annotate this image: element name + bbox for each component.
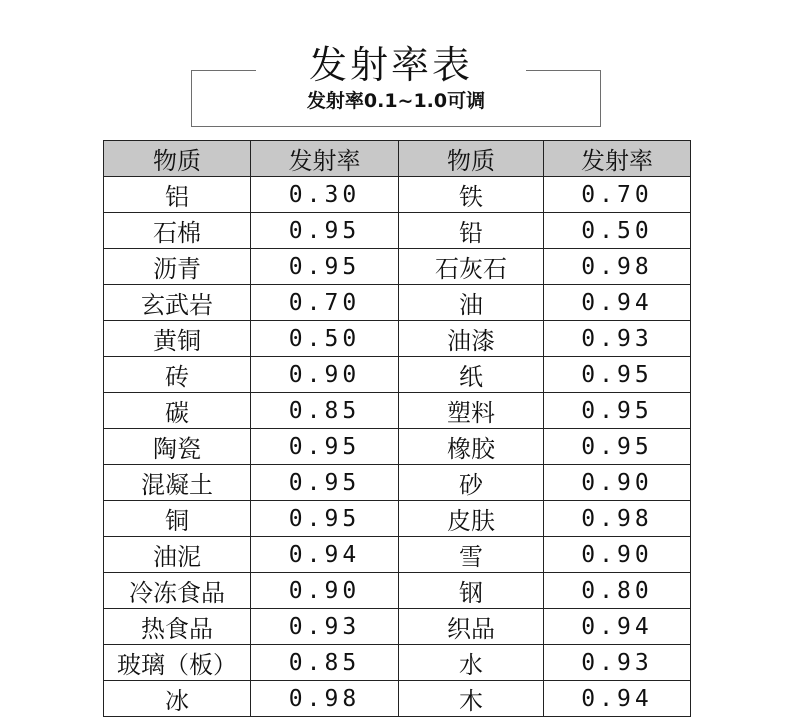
- emissivity-cell: 0.98: [544, 501, 691, 537]
- table-row: [104, 465, 691, 501]
- material-cell: 铝: [104, 177, 251, 213]
- emissivity-cell: 0.94: [544, 609, 691, 645]
- emissivity-cell: 0.98: [251, 681, 399, 717]
- material-cell: 雪: [399, 537, 544, 573]
- table-row: [104, 429, 691, 465]
- material-cell: 碳: [104, 393, 251, 429]
- table-row: [104, 213, 691, 249]
- table-row: [104, 537, 691, 573]
- material-cell: 油: [399, 285, 544, 321]
- header-emissivity-1: 发射率: [251, 141, 399, 177]
- emissivity-cell: 0.90: [251, 357, 399, 393]
- table-row: [104, 393, 691, 429]
- emissivity-cell: 0.93: [544, 645, 691, 681]
- emissivity-cell: 0.70: [251, 285, 399, 321]
- material-cell: 玻璃（板）: [104, 645, 251, 681]
- emissivity-cell: 0.94: [251, 537, 399, 573]
- material-cell: 石灰石: [399, 249, 544, 285]
- header-emissivity-2: 发射率: [544, 141, 691, 177]
- emissivity-cell: 0.94: [544, 285, 691, 321]
- material-cell: 热食品: [104, 609, 251, 645]
- table-row: [104, 321, 691, 357]
- emissivity-cell: 0.90: [544, 465, 691, 501]
- material-cell: 沥青: [104, 249, 251, 285]
- material-cell: 黄铜: [104, 321, 251, 357]
- table-row: [104, 645, 691, 681]
- header-material-1: 物质: [104, 141, 251, 177]
- emissivity-table: [103, 140, 691, 717]
- material-cell: 橡胶: [399, 429, 544, 465]
- material-cell: 铁: [399, 177, 544, 213]
- material-cell: 冰: [104, 681, 251, 717]
- table-row: [104, 609, 691, 645]
- emissivity-cell: 0.93: [544, 321, 691, 357]
- material-cell: 铜: [104, 501, 251, 537]
- table-row: [104, 681, 691, 717]
- emissivity-cell: 0.93: [251, 609, 399, 645]
- material-cell: 钢: [399, 573, 544, 609]
- table-row: [104, 501, 691, 537]
- emissivity-cell: 0.95: [251, 465, 399, 501]
- material-cell: 铅: [399, 213, 544, 249]
- table-header-row: [104, 141, 691, 177]
- material-cell: 砖: [104, 357, 251, 393]
- header-material-2: 物质: [399, 141, 544, 177]
- material-cell: 塑料: [399, 393, 544, 429]
- emissivity-cell: 0.50: [544, 213, 691, 249]
- material-cell: 玄武岩: [104, 285, 251, 321]
- table-row: [104, 357, 691, 393]
- emissivity-cell: 0.70: [544, 177, 691, 213]
- material-cell: 木: [399, 681, 544, 717]
- emissivity-cell: 0.30: [251, 177, 399, 213]
- emissivity-cell: 0.95: [544, 357, 691, 393]
- material-cell: 石棉: [104, 213, 251, 249]
- emissivity-cell: 0.90: [544, 537, 691, 573]
- material-cell: 陶瓷: [104, 429, 251, 465]
- emissivity-cell: 0.94: [544, 681, 691, 717]
- material-cell: 皮肤: [399, 501, 544, 537]
- material-cell: 冷冻食品: [104, 573, 251, 609]
- emissivity-cell: 0.50: [251, 321, 399, 357]
- emissivity-cell: 0.95: [544, 429, 691, 465]
- emissivity-cell: 0.95: [544, 393, 691, 429]
- table-row: [104, 177, 691, 213]
- material-cell: 油泥: [104, 537, 251, 573]
- material-cell: 水: [399, 645, 544, 681]
- page-subtitle: 发射率0.1~1.0可调: [306, 90, 486, 112]
- emissivity-cell: 0.95: [251, 429, 399, 465]
- table-row: [104, 573, 691, 609]
- emissivity-cell: 0.85: [251, 645, 399, 681]
- emissivity-cell: 0.95: [251, 249, 399, 285]
- material-cell: 砂: [399, 465, 544, 501]
- material-cell: 混凝土: [104, 465, 251, 501]
- table-row: [104, 249, 691, 285]
- page-title: 发射率表: [256, 40, 526, 90]
- table-row: [104, 285, 691, 321]
- material-cell: 纸: [399, 357, 544, 393]
- emissivity-cell: 0.85: [251, 393, 399, 429]
- emissivity-cell: 0.80: [544, 573, 691, 609]
- emissivity-cell: 0.95: [251, 501, 399, 537]
- material-cell: 油漆: [399, 321, 544, 357]
- emissivity-cell: 0.98: [544, 249, 691, 285]
- emissivity-cell: 0.95: [251, 213, 399, 249]
- material-cell: 织品: [399, 609, 544, 645]
- emissivity-cell: 0.90: [251, 573, 399, 609]
